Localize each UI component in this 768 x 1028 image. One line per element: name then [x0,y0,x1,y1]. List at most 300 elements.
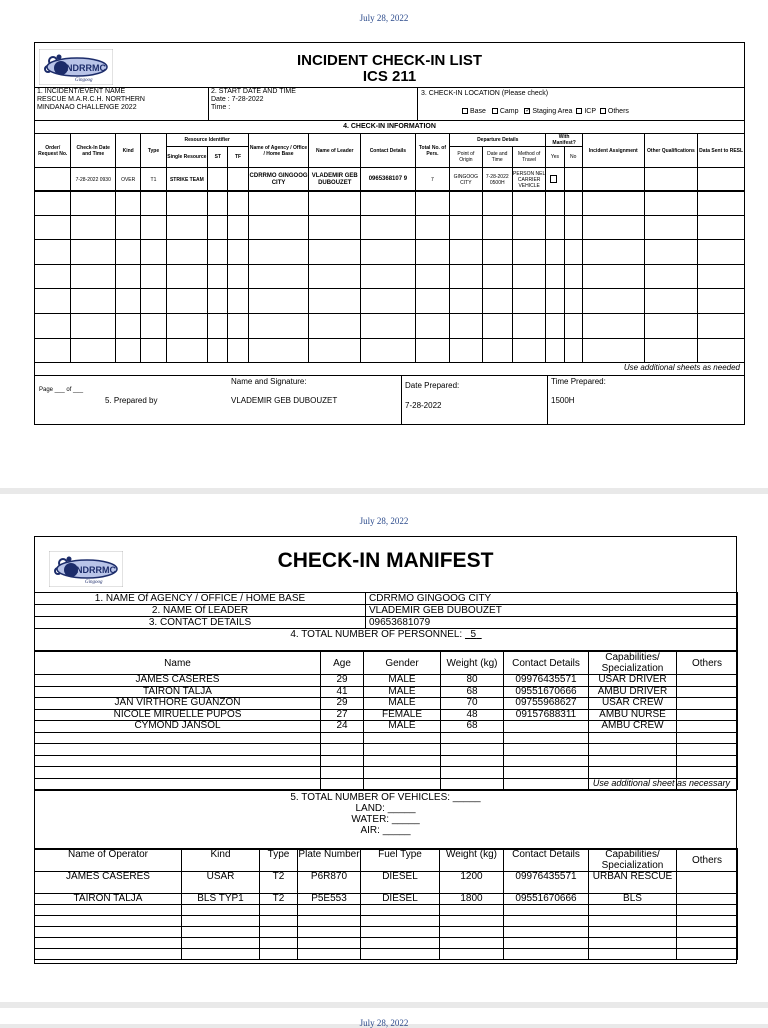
table-cell[interactable] [364,767,441,779]
table-cell[interactable] [450,289,482,314]
others-checkbox[interactable] [600,108,606,114]
table-cell[interactable] [35,215,71,240]
table-cell[interactable] [415,191,449,216]
table-cell[interactable] [589,949,677,960]
table-cell[interactable]: P5E553 [298,894,361,905]
table-cell[interactable]: NICOLE MIRUELLE PUPOS [35,709,321,721]
table-cell[interactable] [512,240,545,265]
table-cell[interactable] [208,313,228,338]
table-cell[interactable] [298,938,361,949]
table-cell[interactable] [512,191,545,216]
table-cell[interactable] [182,949,260,960]
table-cell[interactable] [35,755,321,767]
table-cell[interactable]: MALE [364,675,441,687]
table-cell[interactable] [208,264,228,289]
table-cell[interactable] [228,338,248,362]
table-cell[interactable] [482,289,512,314]
table-cell[interactable] [182,927,260,938]
cell-leader[interactable]: VLADEMIR GEB DUBOUZET [309,168,361,192]
table-cell[interactable] [698,215,745,240]
table-cell[interactable] [208,289,228,314]
table-cell[interactable] [415,313,449,338]
table-cell[interactable] [582,338,644,362]
table-cell[interactable] [440,916,504,927]
table-cell[interactable] [248,338,309,362]
table-cell[interactable]: USAR CREW [589,698,677,710]
table-cell[interactable] [644,338,698,362]
table-cell[interactable] [546,313,564,338]
table-cell[interactable] [482,338,512,362]
table-cell[interactable] [321,778,364,790]
cell-assignment[interactable] [582,168,644,192]
table-cell[interactable]: TAIRON TALJA [35,686,321,698]
hdr-capabilities: Capabilities/ Specialization [589,652,677,675]
table-cell[interactable] [698,313,745,338]
table-cell[interactable] [582,264,644,289]
table-cell[interactable] [440,905,504,916]
table-cell[interactable] [504,744,589,756]
date-prepared-value[interactable]: 7-28-2022 [405,401,442,410]
table-cell[interactable] [116,264,141,289]
table-cell[interactable] [644,264,698,289]
table-cell[interactable] [698,338,745,362]
table-cell[interactable] [71,313,116,338]
table-cell[interactable] [35,949,182,960]
table-cell[interactable] [71,338,116,362]
table-cell[interactable] [482,215,512,240]
table-cell[interactable] [208,191,228,216]
table-cell[interactable] [35,767,321,779]
table-cell[interactable] [644,289,698,314]
table-cell[interactable] [35,313,71,338]
cell-kind[interactable]: OVER [116,168,141,192]
table-cell[interactable] [260,949,298,960]
table-cell[interactable] [582,313,644,338]
table-cell[interactable] [298,916,361,927]
table-cell[interactable] [309,191,361,216]
table-cell[interactable] [309,240,361,265]
table-cell[interactable] [698,240,745,265]
table-cell[interactable] [504,755,589,767]
table-cell[interactable] [564,338,582,362]
table-cell[interactable] [589,767,677,779]
table-cell[interactable]: DIESEL [361,894,440,905]
table-cell[interactable]: URBAN RESCUE [589,872,677,894]
table-cell[interactable]: 68 [441,686,504,698]
cell-method[interactable]: PERSON NEL CARRIER VEHICLE [512,168,545,192]
table-cell[interactable]: MALE [364,721,441,733]
cell-agency[interactable]: CDRRMO GINGOOG CITY [248,168,309,192]
table-cell[interactable] [677,709,738,721]
table-cell[interactable] [35,240,71,265]
table-cell[interactable]: USAR DRIVER [589,675,677,687]
table-cell[interactable] [450,191,482,216]
table-cell[interactable] [35,289,71,314]
table-cell[interactable] [504,732,589,744]
table-cell[interactable] [644,215,698,240]
table-cell[interactable]: 09551670666 [504,686,589,698]
table-cell[interactable] [298,949,361,960]
table-cell[interactable]: AMBU CREW [589,721,677,733]
contact-value[interactable]: 09653681079 [366,617,738,629]
table-cell[interactable] [677,927,738,938]
cell-single[interactable]: STRIKE TEAM [166,168,208,192]
table-cell[interactable] [589,916,677,927]
table-cell[interactable] [116,191,141,216]
table-cell[interactable] [248,215,309,240]
table-cell[interactable] [166,191,208,216]
table-cell[interactable] [116,240,141,265]
table-cell[interactable] [512,338,545,362]
table-cell[interactable] [321,755,364,767]
table-cell[interactable] [361,949,440,960]
table-cell[interactable]: 70 [441,698,504,710]
table-cell[interactable] [564,191,582,216]
table-cell[interactable]: 09157688311 [504,709,589,721]
cell-type[interactable]: T1 [141,168,166,192]
table-cell[interactable] [589,744,677,756]
table-cell[interactable]: 29 [321,675,364,687]
table-cell[interactable] [35,778,321,790]
table-cell[interactable]: 29 [321,698,364,710]
table-cell[interactable] [677,721,738,733]
table-cell[interactable] [116,289,141,314]
table-cell[interactable] [361,938,440,949]
table-cell[interactable] [441,732,504,744]
table-cell[interactable] [677,905,738,916]
table-cell[interactable] [361,916,440,927]
table-cell[interactable] [512,289,545,314]
table-cell[interactable] [677,872,738,894]
table-cell[interactable] [35,916,182,927]
table-cell[interactable]: 80 [441,675,504,687]
table-cell[interactable] [208,338,228,362]
table-cell[interactable]: P6R870 [298,872,361,894]
table-cell[interactable] [166,289,208,314]
table-cell[interactable] [166,338,208,362]
table-cell[interactable] [698,264,745,289]
table-cell[interactable]: MALE [364,698,441,710]
table-cell[interactable] [512,264,545,289]
table-cell[interactable] [166,240,208,265]
table-cell[interactable] [228,215,248,240]
table-cell[interactable]: 1200 [440,872,504,894]
table-cell[interactable]: MALE [364,686,441,698]
table-cell[interactable] [361,338,416,362]
table-cell[interactable] [504,905,589,916]
table-cell[interactable] [361,289,416,314]
table-cell[interactable] [71,240,116,265]
camp-checkbox[interactable] [492,108,498,114]
table-cell[interactable] [677,686,738,698]
table-cell[interactable] [582,215,644,240]
table-cell[interactable] [208,240,228,265]
table-cell[interactable]: 1800 [440,894,504,905]
cell-total[interactable]: 7 [415,168,449,192]
table-cell[interactable] [361,215,416,240]
table-cell[interactable] [298,905,361,916]
table-cell[interactable]: JAMES CASERES [35,872,182,894]
table-cell[interactable] [35,744,321,756]
table-cell[interactable]: TAIRON TALJA [35,894,182,905]
table-cell[interactable]: 09755968627 [504,698,589,710]
table-cell[interactable] [512,215,545,240]
table-cell[interactable]: 09976435571 [504,675,589,687]
additional-sheet-note: Use additional sheet as necessary [592,778,730,788]
table-cell[interactable] [361,313,416,338]
table-cell[interactable] [182,905,260,916]
table-cell[interactable] [141,338,166,362]
table-cell[interactable] [504,721,589,733]
table-cell[interactable] [677,755,738,767]
table-cell[interactable] [35,191,71,216]
time-prepared-value[interactable]: 1500H [551,396,575,405]
table-cell[interactable] [248,289,309,314]
table-cell[interactable] [450,313,482,338]
table-cell[interactable] [441,767,504,779]
table-cell[interactable] [677,767,738,779]
cell-tf[interactable] [228,168,248,192]
cell-dep-date[interactable]: 7-28-2022 0500H [482,168,512,192]
table-cell[interactable]: 09976435571 [504,872,589,894]
table-cell[interactable] [298,927,361,938]
table-cell[interactable] [415,289,449,314]
table-cell[interactable] [35,338,71,362]
table-cell[interactable] [228,191,248,216]
table-cell[interactable] [504,949,589,960]
table-cell[interactable] [364,755,441,767]
table-cell[interactable] [248,264,309,289]
table-cell[interactable] [228,289,248,314]
table-cell[interactable] [141,240,166,265]
table-cell[interactable] [589,905,677,916]
table-cell[interactable] [546,338,564,362]
cell-checkin[interactable]: 7-28-2022 0930 [71,168,116,192]
table-cell[interactable] [116,215,141,240]
table-cell[interactable] [450,264,482,289]
table-cell[interactable] [482,240,512,265]
table-cell[interactable] [482,191,512,216]
table-cell[interactable] [677,938,738,949]
table-cell[interactable] [141,191,166,216]
cell-resl[interactable] [698,168,745,192]
table-cell[interactable] [504,767,589,779]
table-cell[interactable] [141,289,166,314]
table-cell[interactable] [504,938,589,949]
table-cell[interactable]: 41 [321,686,364,698]
table-cell[interactable] [441,744,504,756]
table-cell[interactable] [582,191,644,216]
table-cell[interactable]: FEMALE [364,709,441,721]
table-cell[interactable] [228,240,248,265]
table-cell[interactable] [415,240,449,265]
table-cell[interactable] [546,289,564,314]
base-checkbox[interactable] [462,108,468,114]
table-cell[interactable] [361,240,416,265]
table-cell[interactable] [309,264,361,289]
table-cell[interactable] [415,338,449,362]
table-cell[interactable] [71,264,116,289]
table-cell[interactable]: JAMES CASERES [35,675,321,687]
table-cell[interactable] [564,264,582,289]
cell-no[interactable] [564,168,582,192]
table-cell[interactable] [415,264,449,289]
table-cell[interactable] [166,215,208,240]
staging-checkbox[interactable]: ✓ [525,108,531,115]
table-cell[interactable] [309,215,361,240]
table-cell[interactable] [35,905,182,916]
table-cell[interactable] [309,313,361,338]
table-cell[interactable] [564,289,582,314]
table-cell[interactable] [450,215,482,240]
table-cell[interactable] [248,313,309,338]
table-cell[interactable] [321,767,364,779]
table-cell[interactable] [361,905,440,916]
table-cell[interactable] [415,215,449,240]
table-cell[interactable] [698,191,745,216]
table-cell[interactable] [309,289,361,314]
table-cell[interactable] [589,732,677,744]
table-cell[interactable] [364,778,441,790]
table-cell[interactable] [504,778,589,790]
table-cell[interactable]: T2 [260,872,298,894]
personnel-value[interactable] [465,629,482,640]
table-cell[interactable] [440,927,504,938]
table-cell[interactable] [589,755,677,767]
table-cell[interactable] [141,313,166,338]
table-cell[interactable]: JAN VIRTHORE GUANZON [35,698,321,710]
table-cell[interactable] [504,916,589,927]
table-cell[interactable] [260,938,298,949]
table-cell[interactable]: AMBU NURSE [589,709,677,721]
table-cell[interactable] [35,732,321,744]
table-cell[interactable] [166,264,208,289]
table-cell[interactable] [546,215,564,240]
table-cell[interactable] [309,338,361,362]
table-cell[interactable] [71,289,116,314]
table-cell[interactable] [166,313,208,338]
table-cell[interactable]: USAR [182,872,260,894]
table-cell[interactable] [677,916,738,927]
table-cell[interactable] [361,191,416,216]
table-cell[interactable] [248,240,309,265]
table-cell[interactable] [546,191,564,216]
table-cell[interactable]: 24 [321,721,364,733]
table-cell[interactable]: 48 [441,709,504,721]
table-cell[interactable] [361,264,416,289]
table-cell[interactable] [116,313,141,338]
table-cell[interactable] [582,240,644,265]
table-cell[interactable]: CYMOND JANSOL [35,721,321,733]
table-cell[interactable] [364,744,441,756]
table-cell[interactable] [208,215,228,240]
table-cell[interactable]: BLS TYP1 [182,894,260,905]
table-cell[interactable] [364,732,441,744]
cell-other-qual[interactable] [644,168,698,192]
table-cell[interactable] [504,927,589,938]
table-cell[interactable] [482,313,512,338]
table-cell[interactable] [260,905,298,916]
table-cell[interactable]: BLS [589,894,677,905]
table-cell[interactable] [512,313,545,338]
name-signature-value[interactable]: VLADEMIR GEB DUBOUZET [231,396,338,405]
cell-st[interactable] [208,168,228,192]
table-cell[interactable] [248,191,309,216]
table-cell[interactable] [321,732,364,744]
table-cell[interactable] [35,927,182,938]
table-cell[interactable] [141,264,166,289]
table-cell[interactable] [589,938,677,949]
manifest-yes-checkbox[interactable] [550,175,557,183]
table-cell[interactable] [589,927,677,938]
table-cell[interactable] [450,338,482,362]
table-cell[interactable] [321,744,364,756]
cell-contact[interactable]: 0965368107 9 [361,168,416,192]
table-cell[interactable] [440,949,504,960]
table-cell[interactable] [698,289,745,314]
table-cell[interactable] [116,338,141,362]
table-cell[interactable] [677,744,738,756]
table-cell[interactable] [564,240,582,265]
table-cell[interactable] [677,894,738,905]
table-cell[interactable] [677,675,738,687]
table-cell[interactable] [450,240,482,265]
incident-value-1: RESCUE M.A.R.C.H. NORTHERN [37,96,145,103]
table-cell[interactable] [482,264,512,289]
table-cell[interactable] [546,240,564,265]
table-cell[interactable] [35,938,182,949]
table-cell[interactable]: DIESEL [361,872,440,894]
table-cell[interactable] [260,916,298,927]
table-cell[interactable] [677,698,738,710]
cell-order[interactable] [35,168,71,192]
table-cell[interactable] [182,916,260,927]
table-cell[interactable] [677,949,738,960]
table-cell[interactable]: 09551670666 [504,894,589,905]
agency-value[interactable]: CDRRMO GINGOOG CITY [366,593,738,605]
table-cell[interactable] [546,264,564,289]
table-cell[interactable] [564,215,582,240]
table-cell[interactable] [260,927,298,938]
table-cell[interactable] [582,289,644,314]
table-cell[interactable] [35,264,71,289]
table-cell[interactable] [71,215,116,240]
cell-yes[interactable] [546,168,564,192]
table-cell[interactable] [644,313,698,338]
table-cell[interactable] [441,755,504,767]
table-cell[interactable] [677,732,738,744]
table-cell[interactable] [441,778,504,790]
table-cell[interactable] [361,927,440,938]
leader-value[interactable]: VLADEMIR GEB DUBOUZET [366,605,738,617]
table-cell[interactable]: 27 [321,709,364,721]
cell-origin[interactable]: GINGOOG CITY [450,168,482,192]
table-cell[interactable] [440,938,504,949]
table-cell[interactable]: T2 [260,894,298,905]
table-cell[interactable] [182,938,260,949]
table-cell[interactable]: 68 [441,721,504,733]
table-cell[interactable] [564,313,582,338]
table-cell[interactable] [141,215,166,240]
hdr-vtype: Type [260,849,298,872]
table-cell[interactable] [644,191,698,216]
table-cell[interactable] [71,191,116,216]
table-cell[interactable]: AMBU DRIVER [589,686,677,698]
icp-checkbox[interactable] [576,108,582,114]
table-cell[interactable] [228,264,248,289]
table-cell[interactable] [228,313,248,338]
table-cell[interactable] [644,240,698,265]
